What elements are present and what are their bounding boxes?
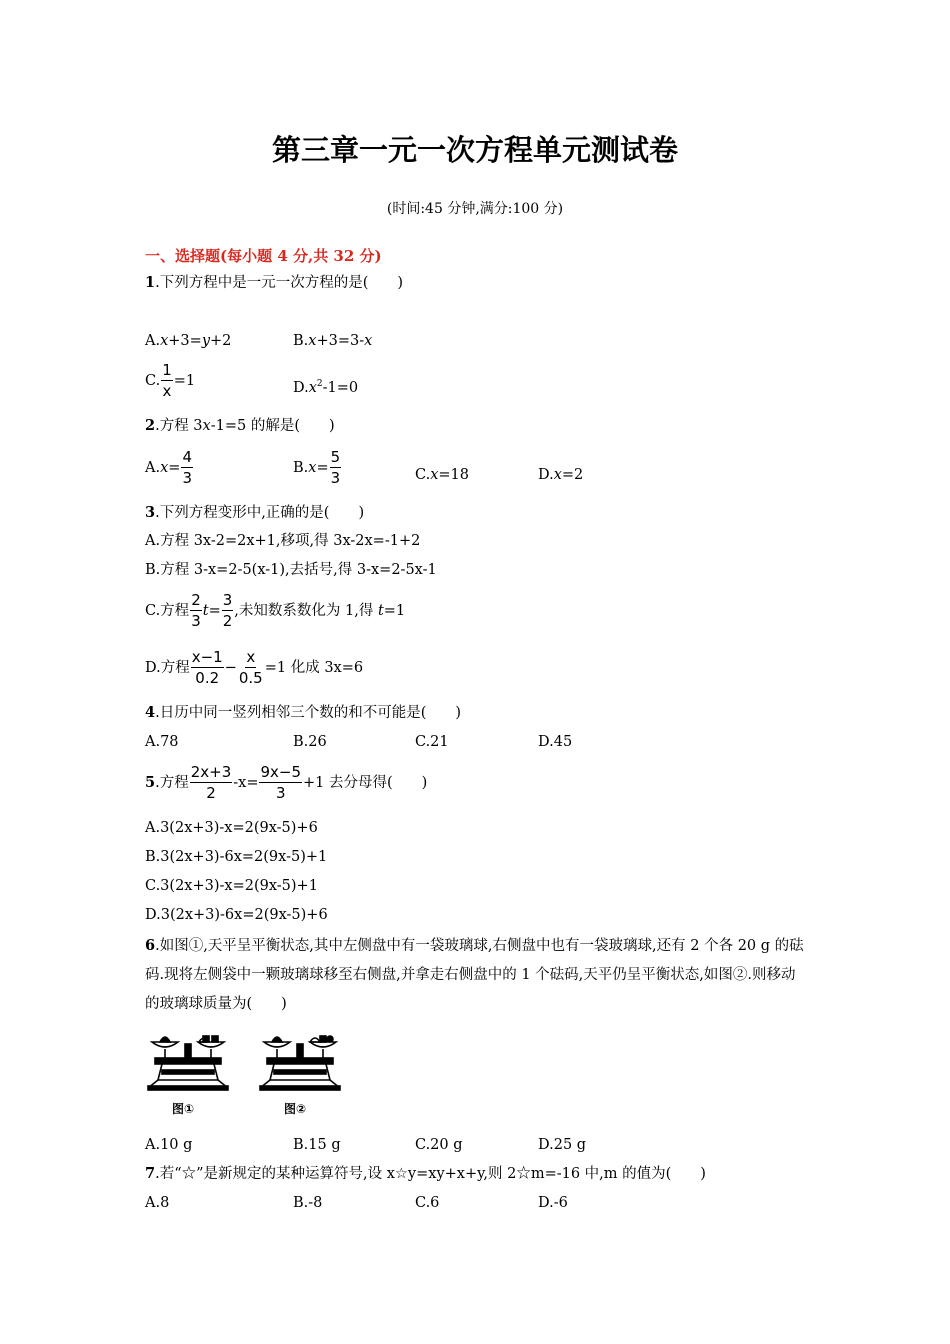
balance-scale-2 [260,1036,340,1090]
figure-1-label: 图① [172,1102,195,1116]
page-title: 第三章一元一次方程单元测试卷 [271,133,678,167]
q5-option-b[interactable]: B.3(2x+3)-6x=2(9x-5)+1 [145,849,328,865]
q6-option-c[interactable]: C.20 g [415,1137,463,1153]
fraction: $\frac{5}{3}$ [330,448,341,487]
fraction: $\frac{1}{x}$ [162,361,172,400]
question-7-stem: 7.若“☆”是新规定的某种运算符号,设 x☆y=xy+x+y,则 2☆m=-16 中,m 的值为( ) [145,1165,706,1182]
q1-option-b[interactable]: B.x+3=3-x [293,333,373,349]
q2-option-c[interactable]: C.x=18 [415,467,469,483]
question-2-stem: 2.方程 3x-1=5 的解是( ) [145,417,335,434]
question-5-stem: 5.方程 $\frac{2x+3}{2}$ -x= $\frac{9x-5}{3}$ +1 去分母得( ) [145,763,428,802]
fraction: $\frac{2}{3}$ [191,591,201,630]
q2-option-d[interactable]: D.x=2 [538,467,584,483]
q4-option-d[interactable]: D.45 [538,734,573,750]
q2-option-b[interactable]: B.x= $\frac{5}{3}$ [293,448,341,487]
fraction: $\frac{x-1}{0.2}$ [191,648,223,687]
q5-option-d[interactable]: D.3(2x+3)-6x=2(9x-5)+6 [145,907,328,923]
q7-option-a[interactable]: A.8 [145,1195,170,1211]
q5-option-c[interactable]: C.3(2x+3)-x=2(9x-5)+1 [145,878,318,894]
section-heading: 一、选择题(每小题 4 分,共 32 分) [145,247,382,265]
q3-option-c[interactable]: C.方程 $\frac{2}{3}$ t= $\frac{3}{2}$ ,未知数系数化为 1,得 t=1 [145,591,406,630]
fraction: $\frac{9x-5}{3}$ [260,763,302,802]
exam-info: (时间:45 分钟,满分:100 分) [386,201,564,217]
q6-option-d[interactable]: D.25 g [538,1137,587,1153]
q2-option-a[interactable]: A.x= $\frac{4}{3}$ [145,448,192,487]
fraction: $\frac{4}{3}$ [182,448,192,487]
fraction: $\frac{x}{0.5}$ [238,648,263,687]
q3-option-a[interactable]: A.方程 3x-2=2x+1,移项,得 3x-2x=-1+2 [145,533,421,549]
question-4-stem: 4.日历中同一竖列相邻三个数的和不可能是( ) [145,704,462,721]
q6-option-b[interactable]: B.15 g [293,1137,341,1153]
q4-option-b[interactable]: B.26 [293,734,327,750]
q4-option-a[interactable]: A.78 [145,734,179,750]
q1-option-a[interactable]: A.x+3=y+2 [145,333,232,349]
question-6-stem: 6.如图①,天平呈平衡状态,其中左侧盘中有一袋玻璃球,右侧盘中也有一袋玻璃球,还有 2 个各 20 g 的砝码.现将左侧袋中一颗玻璃球移至右侧盘,并拿走右侧盘中的 1 个砝码,天平仍呈平衡状态,如图②.则移动的玻璃球质量为( ) [145,937,804,1012]
balance-scale-1 [148,1036,228,1090]
fraction: $\frac{2x+3}{2}$ [190,763,232,802]
q4-option-c[interactable]: C.21 [415,734,449,750]
question-1-stem: 1.下列方程中是一元一次方程的是( ) [145,274,404,291]
q7-option-d[interactable]: D.-6 [538,1195,568,1211]
q1-option-c[interactable]: C. $\frac{1}{x}$ =1 [145,361,196,400]
fraction: $\frac{3}{2}$ [222,591,233,630]
q6-option-a[interactable]: A.10 g [145,1137,193,1153]
figure-2-label: 图② [284,1102,307,1116]
q1-option-d[interactable]: $D.x^2-1=0$ [293,379,359,396]
q5-option-a[interactable]: A.3(2x+3)-x=2(9x-5)+6 [145,820,318,836]
q3-option-b[interactable]: B.方程 3-x=2-5(x-1),去括号,得 3-x=2-5x-1 [145,562,437,578]
q3-option-d[interactable]: D.方程 $\frac{x-1}{0.2}$ − $\frac{x}{0.5}$ =1 化成 3x=6 [145,648,364,687]
question-3-stem: 3.下列方程变形中,正确的是( ) [145,504,365,521]
q7-option-b[interactable]: B.-8 [293,1195,323,1211]
q7-option-c[interactable]: C.6 [415,1195,440,1211]
